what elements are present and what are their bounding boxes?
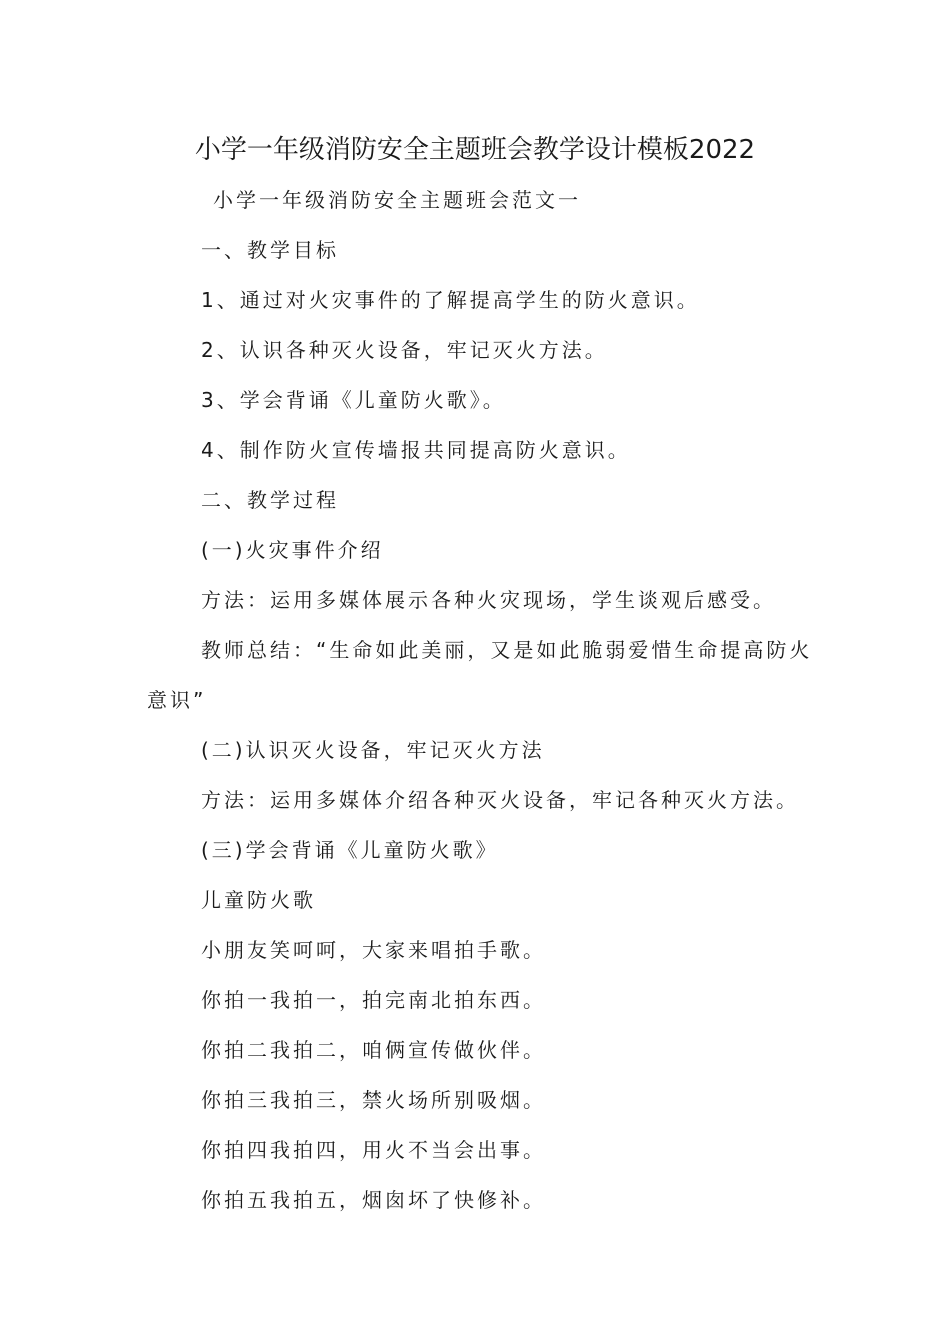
goal-item: 3、学会背诵《儿童防火歌》。 <box>201 388 506 412</box>
goals-heading: 一、教学目标 <box>201 238 339 262</box>
part1-summary-line2: 意识” <box>147 688 207 712</box>
song-line: 小朋友笑呵呵，大家来唱拍手歌。 <box>201 938 546 962</box>
part3-heading: (三)学会背诵《儿童防火歌》 <box>201 838 499 862</box>
goal-item: 1、通过对火灾事件的了解提高学生的防火意识。 <box>201 288 700 312</box>
document-title: 小学一年级消防安全主题班会教学设计模板2022 <box>194 135 756 165</box>
part2-heading: (二)认识灭火设备，牢记灭火方法 <box>201 738 545 762</box>
song-line: 你拍一我拍一，拍完南北拍东西。 <box>201 988 546 1012</box>
subtitle: 小学一年级消防安全主题班会范文一 <box>213 188 581 212</box>
song-line: 你拍三我拍三，禁火场所别吸烟。 <box>201 1088 546 1112</box>
song-line: 你拍四我拍四，用火不当会出事。 <box>201 1138 546 1162</box>
part1-summary-line1: 教师总结：“生命如此美丽，又是如此脆弱爱惜生命提高防火 <box>201 638 813 662</box>
goal-item: 2、认识各种灭火设备，牢记灭火方法。 <box>201 338 608 362</box>
part1-method: 方法：运用多媒体展示各种火灾现场，学生谈观后感受。 <box>201 588 776 612</box>
goal-item: 4、制作防火宣传墙报共同提高防火意识。 <box>201 438 631 462</box>
part2-method: 方法：运用多媒体介绍各种灭火设备，牢记各种灭火方法。 <box>201 788 799 812</box>
song-title: 儿童防火歌 <box>201 888 316 912</box>
process-heading: 二、教学过程 <box>201 488 339 512</box>
song-line: 你拍二我拍二，咱俩宣传做伙伴。 <box>201 1038 546 1062</box>
song-line: 你拍五我拍五，烟囱坏了快修补。 <box>201 1188 546 1212</box>
part1-heading: (一)火灾事件介绍 <box>201 538 384 562</box>
